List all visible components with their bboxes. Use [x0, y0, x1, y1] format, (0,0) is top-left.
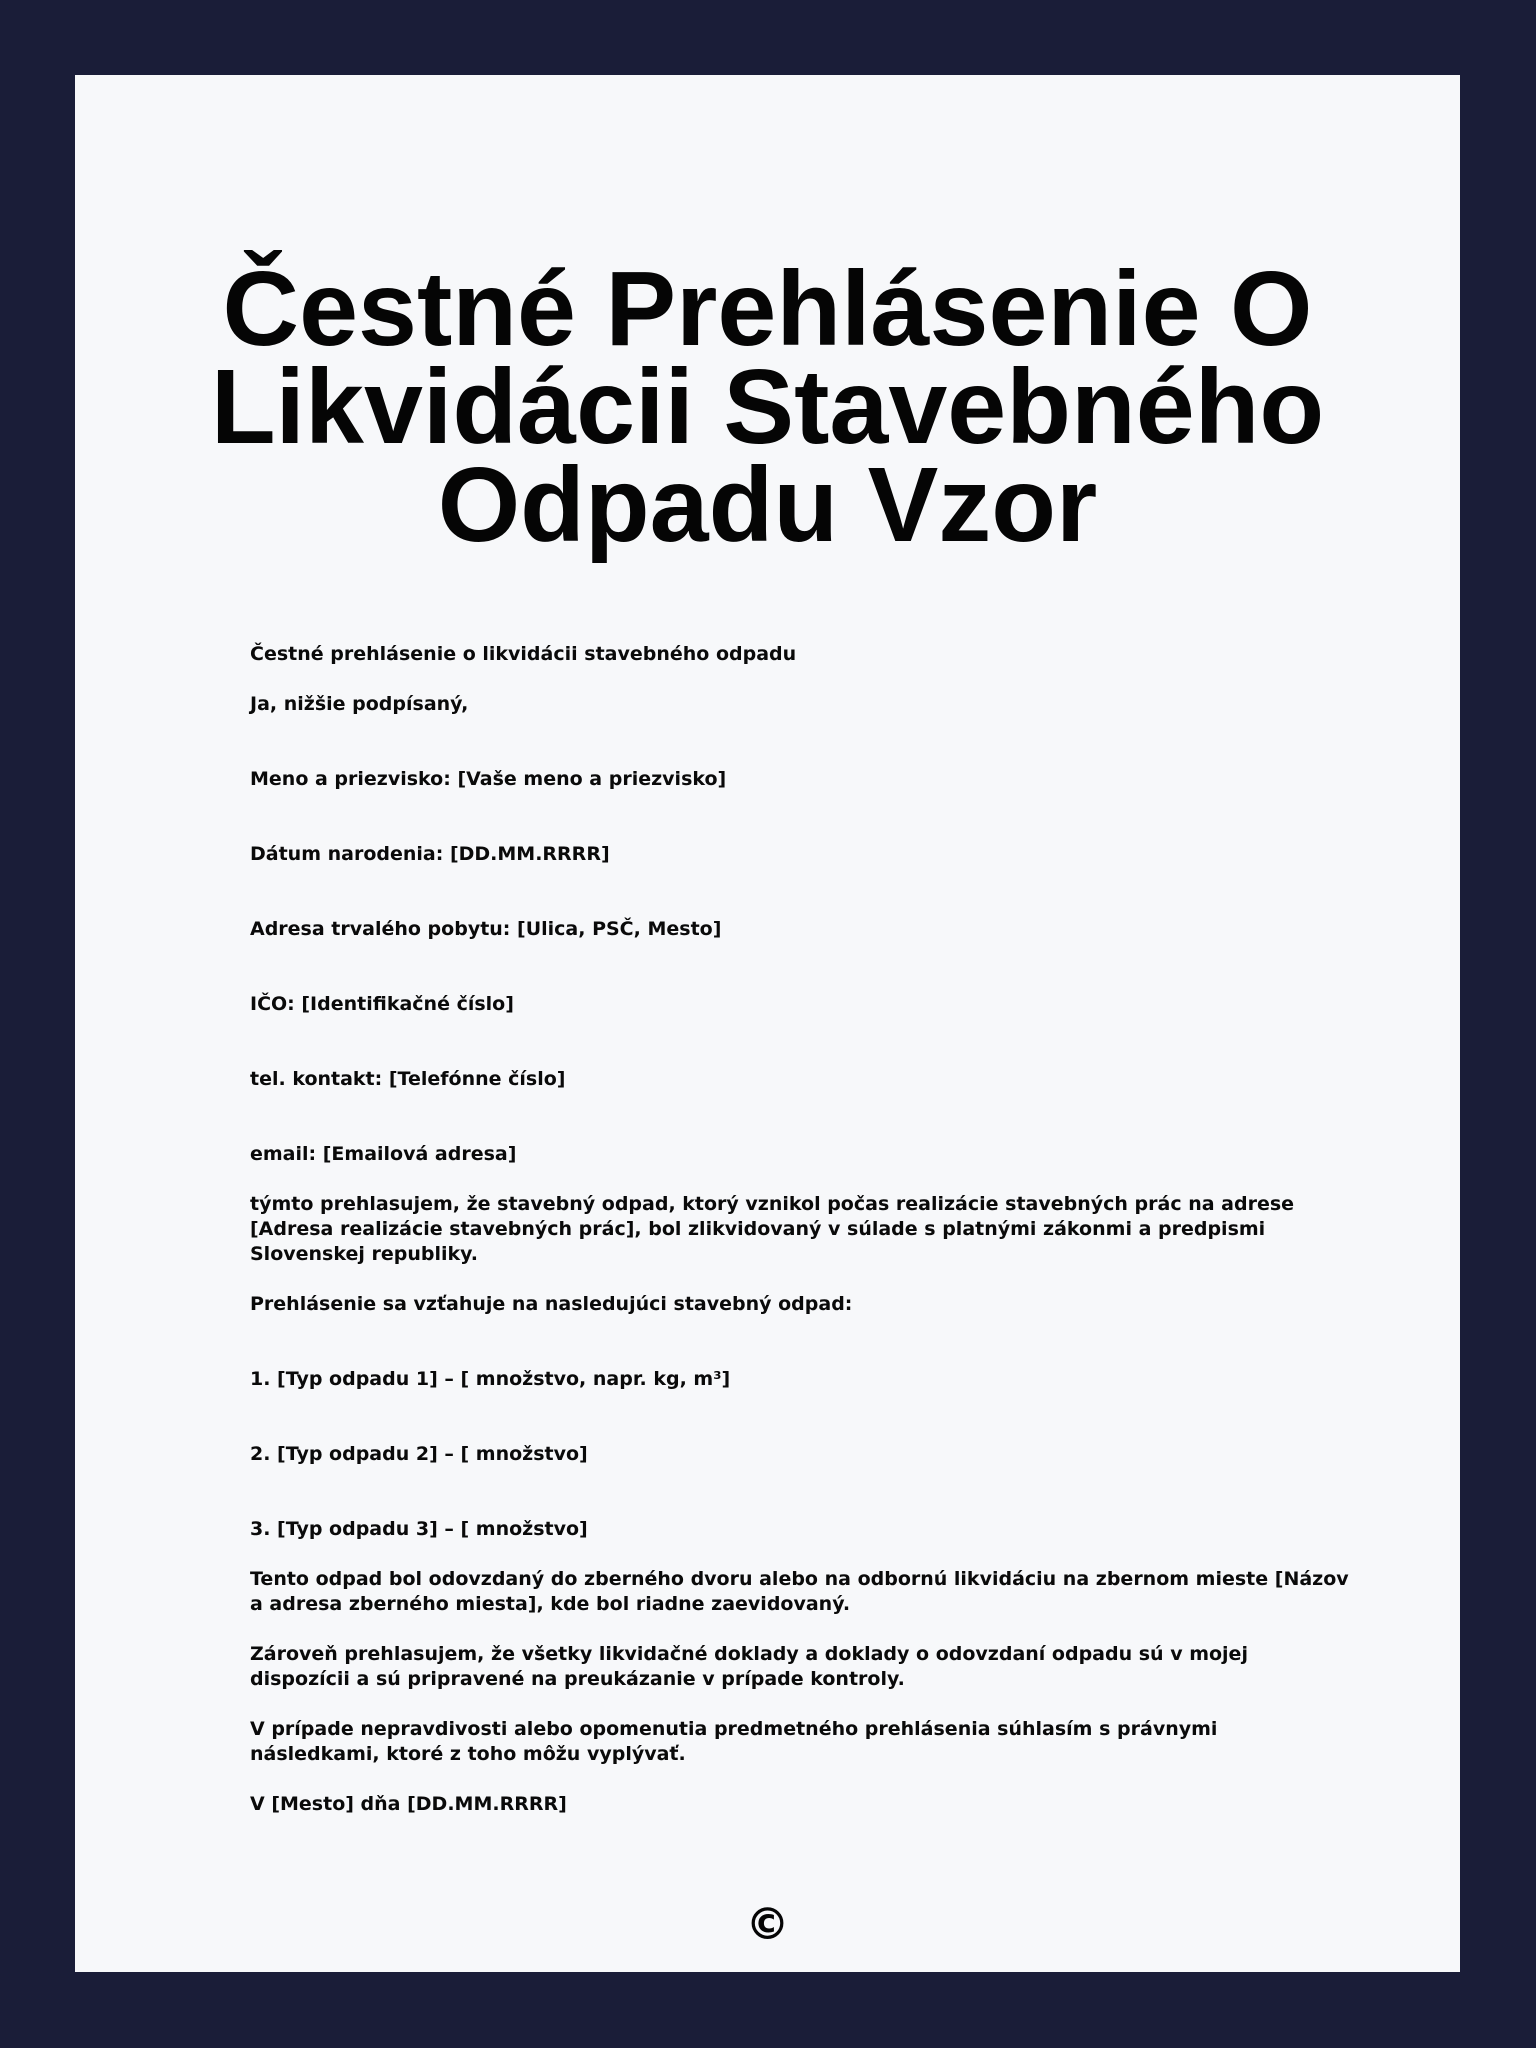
waste-item: 1. [Typ odpadu 1] – [ množstvo, napr. kg, m³]	[250, 1368, 731, 1390]
field-address: Adresa trvalého pobytu: [Ulica, PSČ, Mesto]	[250, 918, 722, 940]
intro-text: Ja, nižšie podpísaný,	[250, 693, 469, 715]
field-name: Meno a priezvisko: [Vaše meno a priezvisko]	[250, 768, 727, 790]
declaration-paragraph: týmto prehlasujem, že stavebný odpad, ktorý vznikol počas realizácie stavebných prác na adrese [Adresa realizácie stavebných prác], bol zlikvidovaný v súlade s platnými zákonmi a predpismi Slovenskej republiky.	[250, 1193, 1295, 1265]
scope-intro: Prehlásenie sa vzťahuje na nasledujúci stavebný odpad:	[250, 1293, 853, 1315]
field-birth-date: Dátum narodenia: [DD.MM.RRRR]	[250, 843, 610, 865]
copyright-icon: ©	[745, 1899, 790, 1950]
document-title: Čestné Prehlásenie O Likvidácii Stavebného Odpadu Vzor	[210, 250, 1325, 564]
field-ico: IČO: [Identifikačné číslo]	[250, 993, 514, 1015]
document-page	[75, 75, 1460, 1972]
place-date: V [Mesto] dňa [DD.MM.RRRR]	[250, 1793, 567, 1815]
waste-item: 2. [Typ odpadu 2] – [ množstvo]	[250, 1443, 588, 1465]
document-body	[250, 642, 1350, 1842]
field-email: email: [Emailová adresa]	[250, 1143, 517, 1165]
disposal-paragraph: Tento odpad bol odovzdaný do zberného dvoru alebo na odbornú likvidáciu na zbernom mieste [Názov a adresa zberného miesta], kde bol riadne zaevidovaný.	[250, 1568, 1349, 1615]
documents-paragraph: Zároveň prehlasujem, že všetky likvidačné doklady a doklady o odovzdaní odpadu sú v mojej dispozícii a sú pripravené na preukázanie v prípade kontroly.	[250, 1643, 1248, 1690]
consequences-paragraph: V prípade nepravdivosti alebo opomenutia predmetného prehlásenia súhlasím s právnymi následkami, ktoré z toho môžu vyplývať.	[250, 1718, 1218, 1765]
document-heading: Čestné prehlásenie o likvidácii stavebného odpadu	[250, 643, 797, 665]
field-phone: tel. kontakt: [Telefónne číslo]	[250, 1068, 566, 1090]
waste-item: 3. [Typ odpadu 3] – [ množstvo]	[250, 1518, 588, 1540]
